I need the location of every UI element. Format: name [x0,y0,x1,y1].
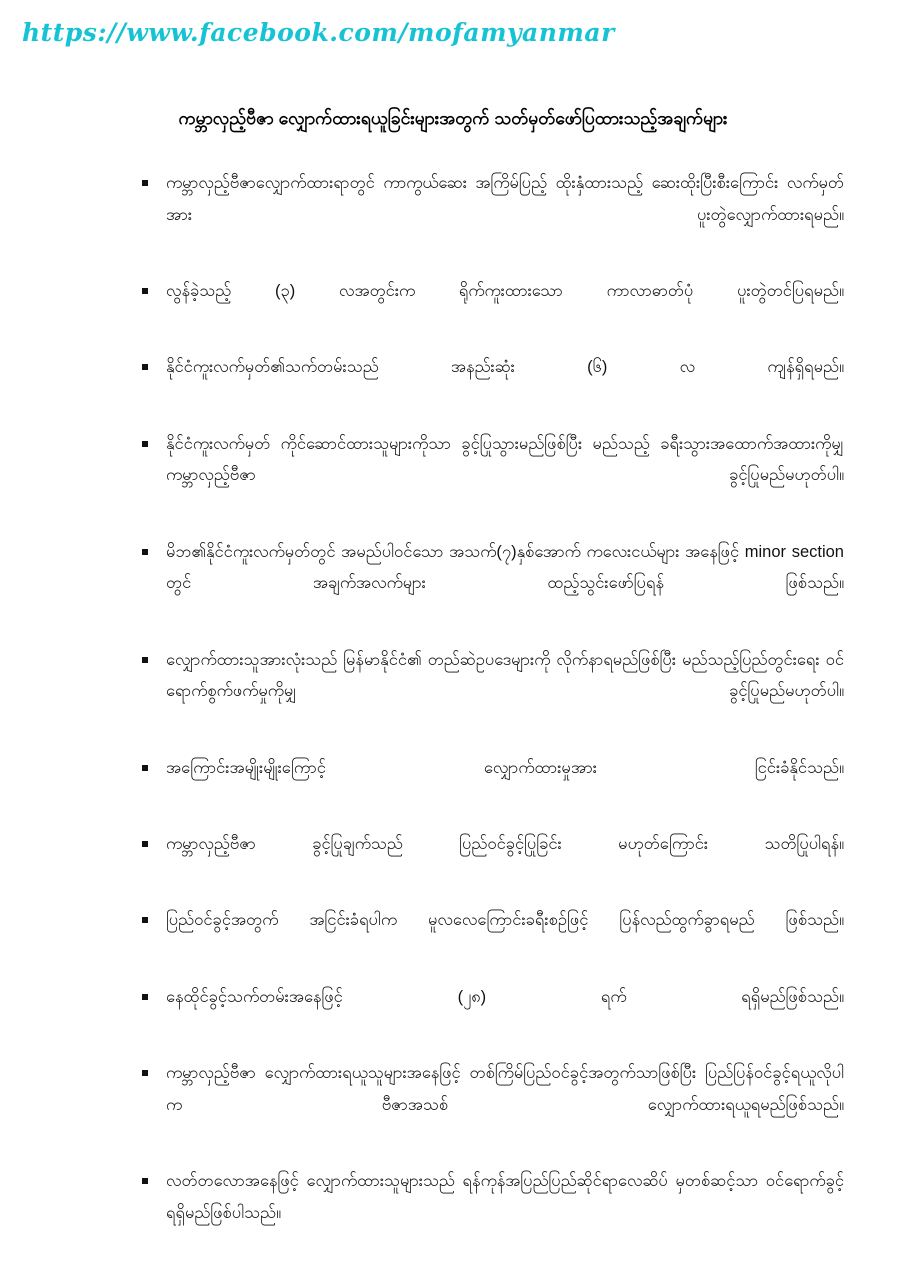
list-item-text: မိဘ၏နိုင်ငံကူးလက်မှတ်တွင် အမည်ပါဝင်သော အသက်(၇)နှစ်အောက် ကလေးငယ်များ အနေဖြင့် minor section တွင် အချက်အလက်များ ထည့်သွင်းဖော်ပြရန် ဖြစ်သည်။ [166,542,844,593]
bullet-square-icon [142,917,148,923]
list-item-text: နိုင်ငံကူးလက်မှတ်၏သက်တမ်းသည် အနည်းဆုံး (၆) လ ကျန်ရှိရမည်။ [166,358,844,377]
list-item [138,276,844,339]
list-item [138,829,844,892]
bullet-square-icon [142,549,148,555]
list-item-text: ကမ္ဘာလှည့်ဗီဇာ လျှောက်ထားရယူသူများအနေဖြင့် တစ်ကြိမ်ပြည်ဝင်ခွင့်အတွက်သာဖြစ်ပြီး ပြည်ပြန်ဝင်ခွင့်ရယူလိုပါက ဗီဇာအသစ် လျှောက်ထားရယူရမည်ဖြစ်သည်။ [166,1064,844,1114]
bullet-square-icon [142,765,148,771]
bullet-square-icon [142,657,148,663]
list-item [138,537,844,632]
bullet-square-icon [142,1178,148,1184]
list-item-text: ပြည်ဝင်ခွင့်အတွက် အငြင်းခံရပါက မူလလေကြောင်းခရီးစဉ်ဖြင့် ပြန်လည်ထွက်ခွာရမည် ဖြစ်သည်။ [166,911,844,930]
list-item [138,753,844,816]
list-item [138,645,844,740]
list-item-text: ကမ္ဘာလှည့်ဗီဇာလျှောက်ထားရာတွင် ကာကွယ်ဆေး အကြိမ်ပြည့် ထိုးနှံထားသည့် ဆေးထိုးပြီးစီးကြောင်း လက်မှတ်အား ပူးတွဲလျှောက်ထားရမည်။ [166,174,844,224]
bullet-square-icon [142,441,148,447]
bullet-square-icon [142,1070,148,1076]
list-item [138,168,844,263]
document-body [0,168,906,1261]
list-item-text: အကြောင်းအမျိုးမျိုးကြောင့် လျှောက်ထားမှုအား ငြင်းခံနိုင်သည်။ [166,758,844,777]
bullet-square-icon [142,994,148,1000]
requirements-list [138,168,844,1261]
list-item-text: နေထိုင်ခွင့်သက်တမ်းအနေဖြင့် (၂၈) ရက် ရရှိမည်ဖြစ်သည်။ [166,987,844,1006]
list-item-text: ကမ္ဘာလှည့်ဗီဇာ ခွင့်ပြုချက်သည် ပြည်ဝင်ခွင့်ပြုခြင်း မဟုတ်ကြောင်း သတိပြုပါရန်။ [166,835,844,854]
list-item [138,1166,844,1261]
list-item [138,429,844,524]
list-item [138,1058,844,1153]
bullet-square-icon [142,288,148,294]
list-item [138,982,844,1045]
list-item-text: လျှောက်ထားသူအားလုံးသည် မြန်မာနိုင်ငံ၏ တည်ဆဲဥပဒေများကို လိုက်နာရမည်ဖြစ်ပြီး မည်သည့်ပြည်တွင်းရေး ဝင်ရောက်စွက်ဖက်မှုကိုမျှ ခွင့်ပြုမည်မဟုတ်ပါ။ [166,650,844,701]
bullet-square-icon [142,180,148,186]
bullet-square-icon [142,841,148,847]
list-item-text: လတ်တလောအနေဖြင့် လျှောက်ထားသူများသည် ရန်ကုန်အပြည်ပြည်ဆိုင်ရာလေဆိပ် မှတစ်ဆင့်သာ ဝင်ရောက်ခွင့်ရရှိမည်ဖြစ်ပါသည်။ [166,1172,844,1222]
list-item-text: လွန်ခဲ့သည့် (၃) လအတွင်းက ရိုက်ကူးထားသော ကာလာဓာတ်ပုံ ပူးတွဲတင်ပြရမည်။ [166,282,844,301]
list-item-text: နိုင်ငံကူးလက်မှတ် ကိုင်ဆောင်ထားသူများကိုသာ ခွင့်ပြုသွားမည်ဖြစ်ပြီး မည်သည့် ခရီးသွားအထောက်အထားကိုမျှ ကမ္ဘာလှည့်ဗီဇာ ခွင့်ပြုမည်မဟုတ်ပါ။ [166,434,844,485]
bullet-square-icon [142,364,148,370]
page-title: ကမ္ဘာလှည့်ဗီဇာ လျှောက်ထားရယူခြင်းများအတွက် သတ်မှတ်ဖော်ပြထားသည့်အချက်များ [178,108,728,128]
list-item [138,352,844,415]
watermark-facebook-url: https://www.facebook.com/mofamyanmar [22,18,615,47]
list-item [138,905,844,968]
